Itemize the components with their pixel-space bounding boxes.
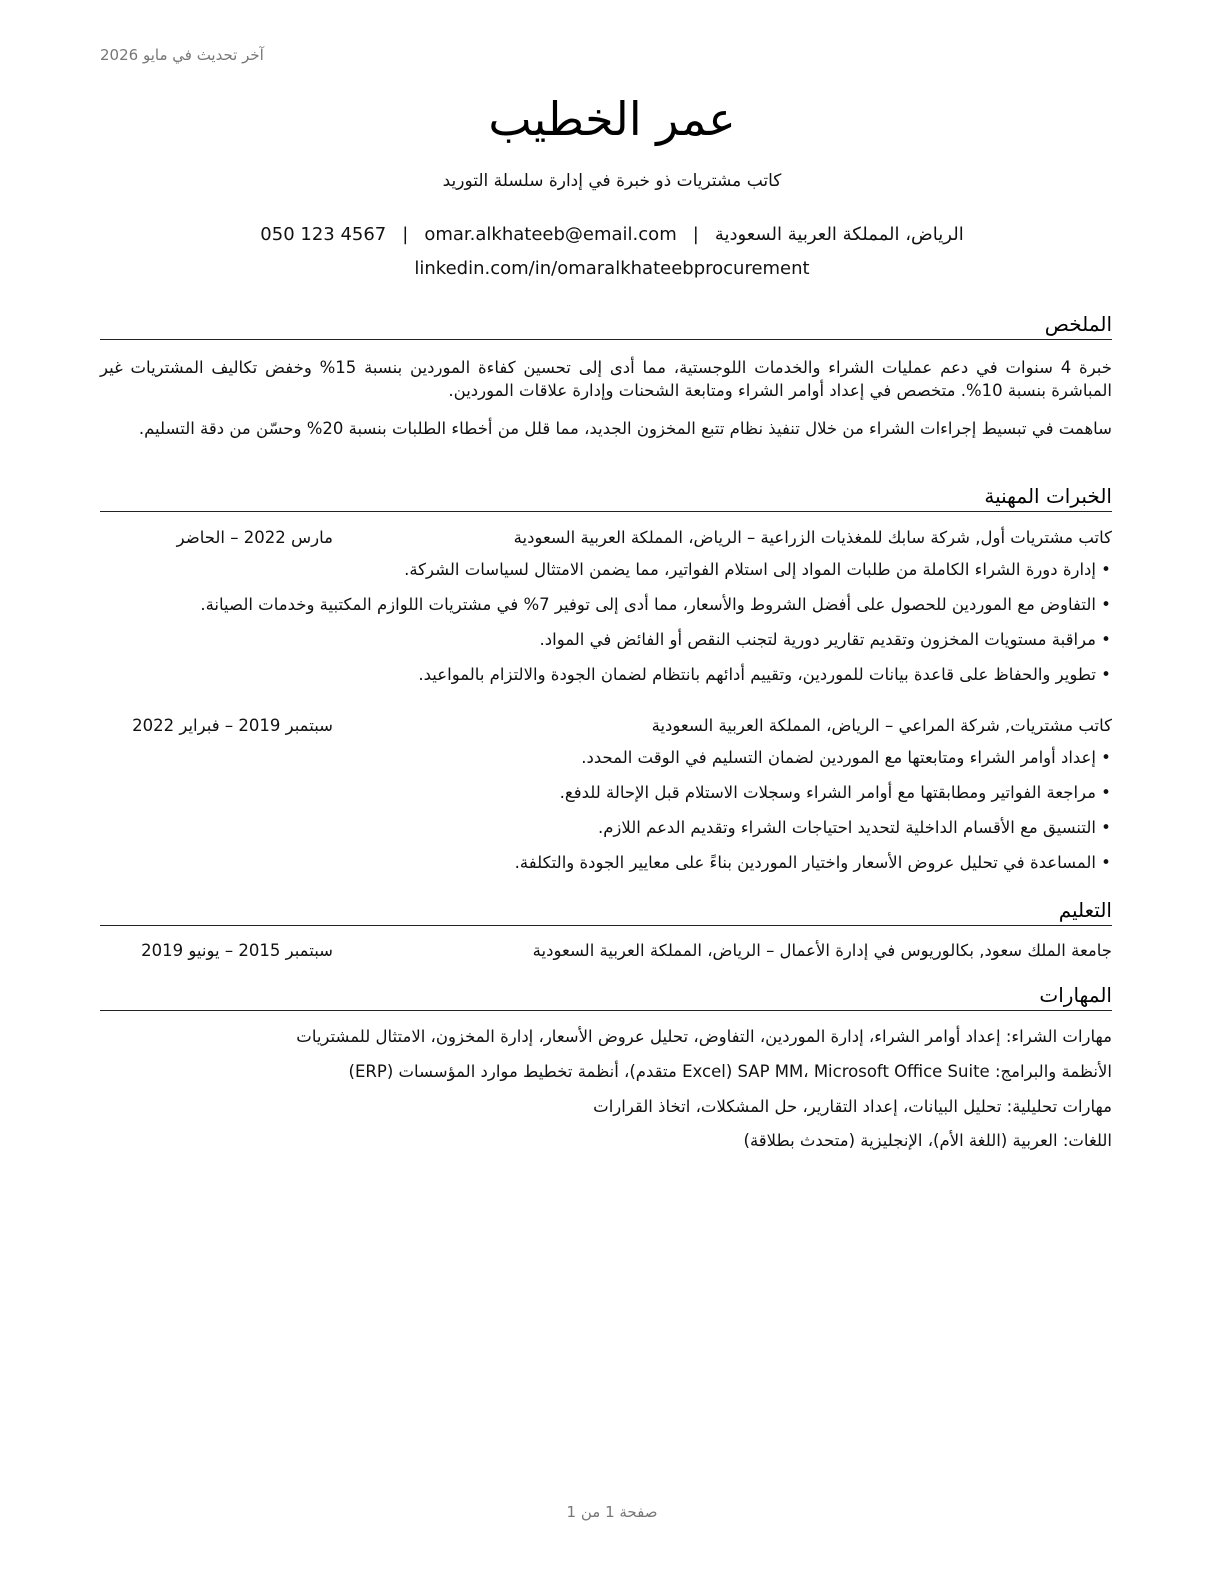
skills-line: مهارات تحليلية: تحليل البيانات، إعداد التقارير، حل المشكلات، اتخاذ القرارات bbox=[593, 1097, 1112, 1116]
contact-separator: | bbox=[692, 224, 699, 245]
job-bullet: •مراجعة الفواتير ومطابقتها مع أوامر الشراء وسجلات الاستلام قبل الإحالة للدفع. bbox=[559, 783, 1111, 802]
bullet-dot-icon: • bbox=[1101, 595, 1111, 614]
summary-paragraph: ساهمت في تبسيط إجراءات الشراء من خلال تنفيذ نظام تتبع المخزون الجديد، مما قلل من أخطاء الطلبات بنسبة 20% وحسّن من دقة التسليم. bbox=[138, 419, 1112, 438]
job-heading-row bbox=[100, 528, 1112, 552]
job-bullet: •التنسيق مع الأقسام الداخلية لتحديد احتياجات الشراء وتقديم الدعم اللازم. bbox=[597, 818, 1111, 837]
section-divider bbox=[100, 925, 1112, 926]
contact-line bbox=[0, 224, 1224, 245]
skills-line: مهارات الشراء: إعداد أوامر الشراء، إدارة الموردين، التفاوض، تحليل عروض الأسعار، إدارة المخزون، الامتثال للمشتريات bbox=[296, 1027, 1112, 1046]
education-row bbox=[100, 941, 1112, 965]
job-bullet: •إدارة دورة الشراء الكاملة من طلبات المواد إلى استلام الفواتير، مما يضمن الامتثال لسياسات الشركة. bbox=[404, 560, 1111, 579]
skills-line: الأنظمة والبرامج: SAP MM، Microsoft Office Suite (Excel متقدم)، أنظمة تخطيط موارد المؤسسات (ERP) bbox=[348, 1062, 1112, 1081]
job-bullet: •تطوير والحفاظ على قاعدة بيانات للموردين، وتقييم أدائهم بانتظام لضمان الجودة والالتزام بالمواعيد. bbox=[418, 665, 1111, 684]
section-title-skills: المهارات bbox=[1039, 983, 1112, 1007]
page-number-footer: صفحة 1 من 1 bbox=[566, 1503, 658, 1521]
contact-linkedin[interactable]: linkedin.com/in/omaralkhateebprocurement bbox=[414, 258, 810, 279]
bullet-dot-icon: • bbox=[1101, 818, 1111, 837]
job-dates: سبتمبر 2019 – فبراير 2022 bbox=[132, 716, 333, 735]
contact-phone[interactable]: 050 123 4567 bbox=[260, 224, 387, 245]
job-bullet: •المساعدة في تحليل عروض الأسعار واختيار الموردين بناءً على معايير الجودة والتكلفة. bbox=[514, 853, 1111, 872]
skills-line: اللغات: العربية (اللغة الأم)، الإنجليزية (متحدث بطلاقة) bbox=[743, 1131, 1112, 1150]
contact-location: الرياض، المملكة العربية السعودية bbox=[714, 224, 964, 245]
bullet-dot-icon: • bbox=[1101, 748, 1111, 767]
section-divider bbox=[100, 511, 1112, 512]
job-heading-row bbox=[100, 716, 1112, 740]
job-title-company: كاتب مشتريات, شركة المراعي – الرياض، المملكة العربية السعودية bbox=[651, 716, 1112, 735]
section-title-experience: الخبرات المهنية bbox=[984, 484, 1112, 508]
education-dates: سبتمبر 2015 – يونيو 2019 bbox=[141, 941, 333, 960]
section-divider bbox=[100, 1010, 1112, 1011]
bullet-dot-icon: • bbox=[1101, 783, 1111, 802]
job-bullet: •إعداد أوامر الشراء ومتابعتها مع الموردين لضمان التسليم في الوقت المحدد. bbox=[581, 748, 1111, 767]
bullet-dot-icon: • bbox=[1101, 853, 1111, 872]
bullet-dot-icon: • bbox=[1101, 630, 1111, 649]
bullet-dot-icon: • bbox=[1101, 665, 1111, 684]
candidate-headline: كاتب مشتريات ذو خبرة في إدارة سلسلة التوريد bbox=[442, 171, 782, 191]
job-bullet: •مراقبة مستويات المخزون وتقديم تقارير دورية لتجنب النقص أو الفائض في المواد. bbox=[539, 630, 1111, 649]
job-dates: مارس 2022 – الحاضر bbox=[176, 528, 333, 547]
contact-separator: | bbox=[402, 224, 409, 245]
section-title-education: التعليم bbox=[1058, 898, 1112, 922]
last-updated-note: آخر تحديث في مايو 2026 bbox=[100, 46, 264, 64]
summary-paragraph: خبرة 4 سنوات في دعم عمليات الشراء والخدمات اللوجستية، مما أدى إلى تحسين كفاءة الموردين بنسبة 15% وخفض تكاليف المشتريات غير المباشرة بنسبة 10%. متخصص في إعداد أوامر الشراء ومتابعة الشحنات وإدارة علاقات الموردين. bbox=[100, 358, 1112, 400]
section-divider bbox=[100, 339, 1112, 340]
candidate-name: عمر الخطيب bbox=[488, 92, 736, 146]
bullet-dot-icon: • bbox=[1101, 560, 1111, 579]
contact-email[interactable]: omar.alkhateeb@email.com bbox=[424, 224, 677, 245]
education-institution-degree: جامعة الملك سعود, بكالوريوس في إدارة الأعمال – الرياض، المملكة العربية السعودية bbox=[532, 941, 1112, 960]
job-title-company: كاتب مشتريات أول, شركة سابك للمغذيات الزراعية – الرياض، المملكة العربية السعودية bbox=[513, 528, 1112, 547]
section-title-summary: الملخص bbox=[1044, 312, 1112, 336]
job-bullet: •التفاوض مع الموردين للحصول على أفضل الشروط والأسعار، مما أدى إلى توفير 7% في مشتريات اللوازم المكتبية وخدمات الصيانة. bbox=[200, 595, 1111, 614]
